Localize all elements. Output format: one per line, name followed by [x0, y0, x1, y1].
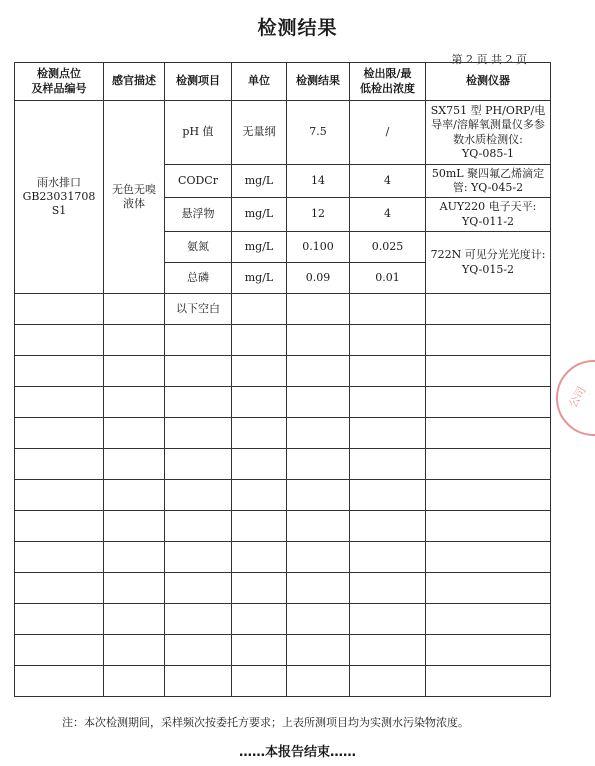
col-header: 单位: [232, 63, 287, 101]
col-header: 检测仪器: [426, 63, 551, 101]
unit: mg/L: [232, 165, 287, 198]
table-row: [15, 101, 551, 165]
empty-row: [15, 573, 551, 604]
unit: 无量纲: [232, 101, 287, 165]
test-item: 总磷: [165, 263, 232, 294]
sample-id-cell: [15, 101, 104, 294]
empty-row: [15, 666, 551, 697]
unit: mg/L: [232, 263, 287, 294]
result-value: 14: [287, 165, 350, 198]
detection-limit: 4: [350, 198, 426, 232]
empty-row: [15, 480, 551, 511]
test-item: 氨氮: [165, 232, 232, 263]
empty-row: [15, 604, 551, 635]
table-row: [15, 294, 551, 325]
unit: mg/L: [232, 232, 287, 263]
unit: mg/L: [232, 198, 287, 232]
col-header: 检测结果: [287, 63, 350, 101]
results-table: [14, 62, 551, 697]
table-header-row: [15, 63, 551, 101]
page-indicator: 第 2 页 共 2 页: [451, 53, 527, 66]
col-header: 检测点位 及样品编号: [15, 63, 104, 101]
col-header: 检测项目: [165, 63, 232, 101]
empty-row: [15, 542, 551, 573]
sample-code: GB23031708: [22, 189, 96, 203]
company-seal: [556, 360, 595, 436]
result-value: 0.100: [287, 232, 350, 263]
detection-limit: 4: [350, 165, 426, 198]
instrument: AUY220 电子天平: YQ-011-2: [426, 198, 551, 232]
test-item: 悬浮物: [165, 198, 232, 232]
sample-location: 雨水排口: [37, 175, 81, 189]
empty-row: [15, 325, 551, 356]
instrument: SX751 型 PH/ORP/电导率/溶解氧测量仪多参数水质检测仪: YQ-085-1: [426, 101, 551, 165]
blank-marker: 以下空白: [165, 294, 232, 325]
col-header: 检出限/最 低检出浓度: [350, 63, 426, 101]
empty-row: [15, 418, 551, 449]
test-item: pH 值: [165, 101, 232, 165]
detection-limit: 0.01: [350, 263, 426, 294]
col-header: 感官描述: [104, 63, 165, 101]
sensory-description: 无色无嗅 液体: [104, 101, 165, 294]
empty-row: [15, 635, 551, 666]
instrument: 50mL 聚四氟乙烯滴定管: YQ-045-2: [426, 165, 551, 198]
seal-text: 公司: [566, 384, 589, 411]
result-value: 12: [287, 198, 350, 232]
report-title: 检测结果: [257, 17, 338, 39]
test-item: CODCr: [165, 165, 232, 198]
empty-row: [15, 511, 551, 542]
footnote: 注：本次检测期间，采样频次按委托方要求；上表所测项目均为实测水污染物浓度。: [62, 716, 469, 729]
empty-row: [15, 387, 551, 418]
instrument: 722N 可见分光光度计: YQ-015-2: [426, 232, 551, 294]
sample-code-suffix: S1: [51, 204, 67, 218]
detection-limit: /: [350, 101, 426, 165]
result-value: 7.5: [287, 101, 350, 165]
result-value: 0.09: [287, 263, 350, 294]
empty-row: [15, 356, 551, 387]
empty-row: [15, 449, 551, 480]
report-end-marker: ……本报告结束……: [238, 745, 356, 760]
detection-limit: 0.025: [350, 232, 426, 263]
